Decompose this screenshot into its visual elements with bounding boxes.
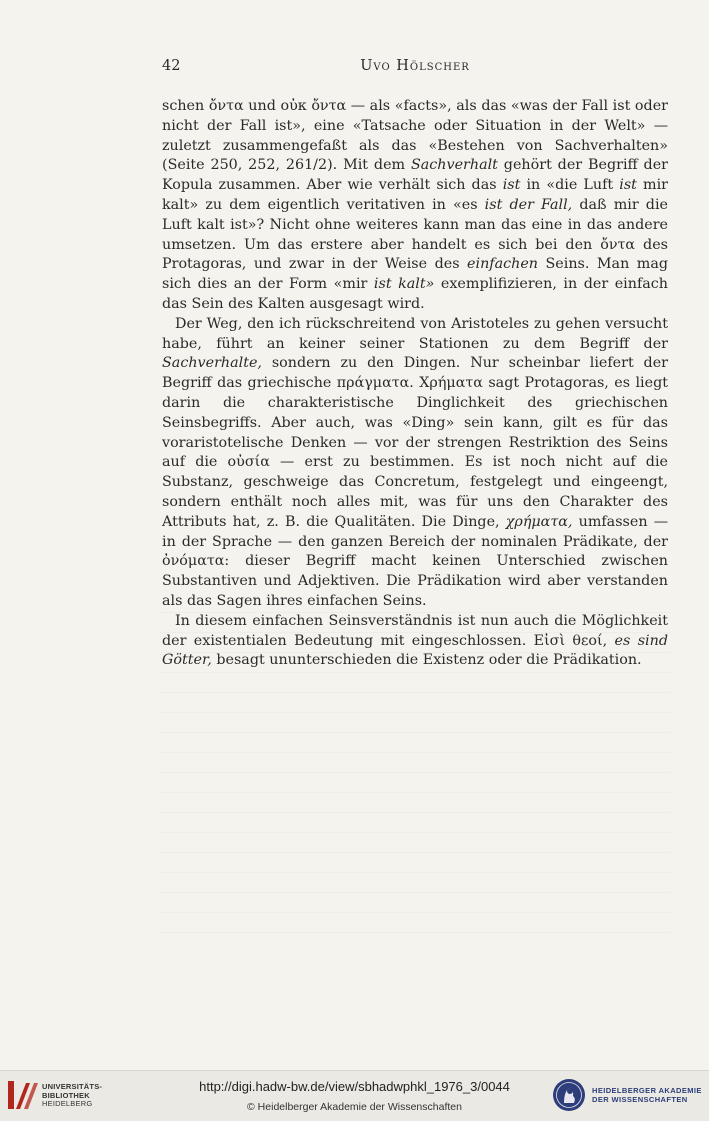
viewer-footer	[0, 1070, 709, 1121]
italic-phrase: einfachen	[467, 256, 538, 273]
italic-phrase: Sachverhalt	[410, 157, 498, 174]
text-run: Der Weg, den ich rückschreitend von Aristoteles zu gehen versucht habe, führt an keiner seiner Stationen zu dem Begriff der	[162, 315, 668, 352]
text-run: besagt ununterschieden die Existenz oder die Prädikation.	[211, 652, 642, 669]
text-run: schen ὄντα und οὐκ ὄντα — als «facts», als das «was der Fall ist oder nicht der Fall ist», eine «Tatsache oder Situation in der Welt» — zuletzt zusammengefaßt als das «Bestehen von Sachverhalten» (Seite 250, 252, 261/2). Mit dem	[162, 98, 668, 174]
library-name: UNIVERSITÄTS- BIBLIOTHEK HEIDELBERG	[42, 1082, 103, 1108]
running-head: Uvo Hölscher	[360, 58, 470, 74]
text-run: daß mir die Luft kalt ist»? Nicht ohne weiteres kann man das eine in das andere umsetzen. Um das erstere aber handelt es sich bei den ὄντα des Protagoras, und zwar in der Weise des	[162, 196, 668, 273]
paragraph	[162, 97, 668, 315]
body-text	[162, 97, 668, 671]
text-run: sondern zu den Dingen. Nur scheinbar liefert der Begriff das griechische πράγματα. Χρήματα sagt Protagoras, es liegt darin die charakteristische Dinglichkeit des griechischen Seinsbegriffs. Aber auch, was «Ding» sein kann, gilt es für das voraristotelische Denken — vor der strengen Restriktion des Seins auf die οὐσία — erst zu bestimmen. Es ist noch nicht auf die Substanz, geschweige das Concretum, festgelegt und eingeengt, sondern enthält noch alles mit, was für uns den Charakter des Attributs hat, z. B. die Qualitäten. Die Dinge,	[162, 355, 668, 530]
italic-phrase: ist	[619, 177, 637, 194]
text-run: exemplifizieren, in der einfach das Sein des Kalten ausgesagt wird.	[162, 276, 668, 312]
italic-phrase: ist der Fall,	[484, 196, 573, 213]
document-url-link[interactable]: http://digi.hadw-bw.de/view/sbhadwphkl_1976_3/0044	[199, 1079, 510, 1094]
italic-phrase: es sind Götter,	[162, 632, 668, 669]
italic-phrase: Sachverhalte,	[162, 355, 262, 372]
page-number: 42	[162, 58, 181, 74]
italic-phrase: χρήματα,	[505, 513, 573, 530]
academy-name: HEIDELBERGER AKADEMIE DER WISSENSCHAFTEN	[592, 1086, 702, 1104]
text-run: mir kalt» zu dem eigentlich veritativen in «es	[162, 177, 668, 213]
italic-phrase: ist	[502, 177, 521, 194]
show-through-text	[160, 612, 670, 942]
italic-phrase: ist kalt»	[373, 276, 435, 293]
text-run: Seins. Man mag sich dies an der Form «mir	[162, 256, 669, 293]
text-run: umfassen — in der Sprache — den ganzen Bereich der nominalen Prädikate, der ὀνόματα: dieser Begriff macht keinen Unterschied zwischen Substantiven und Adjektiven. Die Prädikation wird aber verstanden als das Sagen ihres einfachen Seins.	[162, 513, 668, 609]
text-run: In diesem einfachen Seinsverständnis ist nun auch die Möglichkeit der existentialen Bedeutung mit eingeschlossen. Εἰσὶ θεοί,	[162, 612, 668, 649]
page-header	[162, 58, 668, 80]
academy-seal-icon	[552, 1078, 586, 1112]
copyright-notice: © Heidelberger Akademie der Wissenschaften	[247, 1101, 462, 1113]
paragraph	[162, 315, 668, 612]
text-run: in «die Luft	[520, 177, 620, 194]
text-run: gehört der Begriff der Kopula zusammen. Aber wie verhält sich das	[162, 157, 669, 194]
